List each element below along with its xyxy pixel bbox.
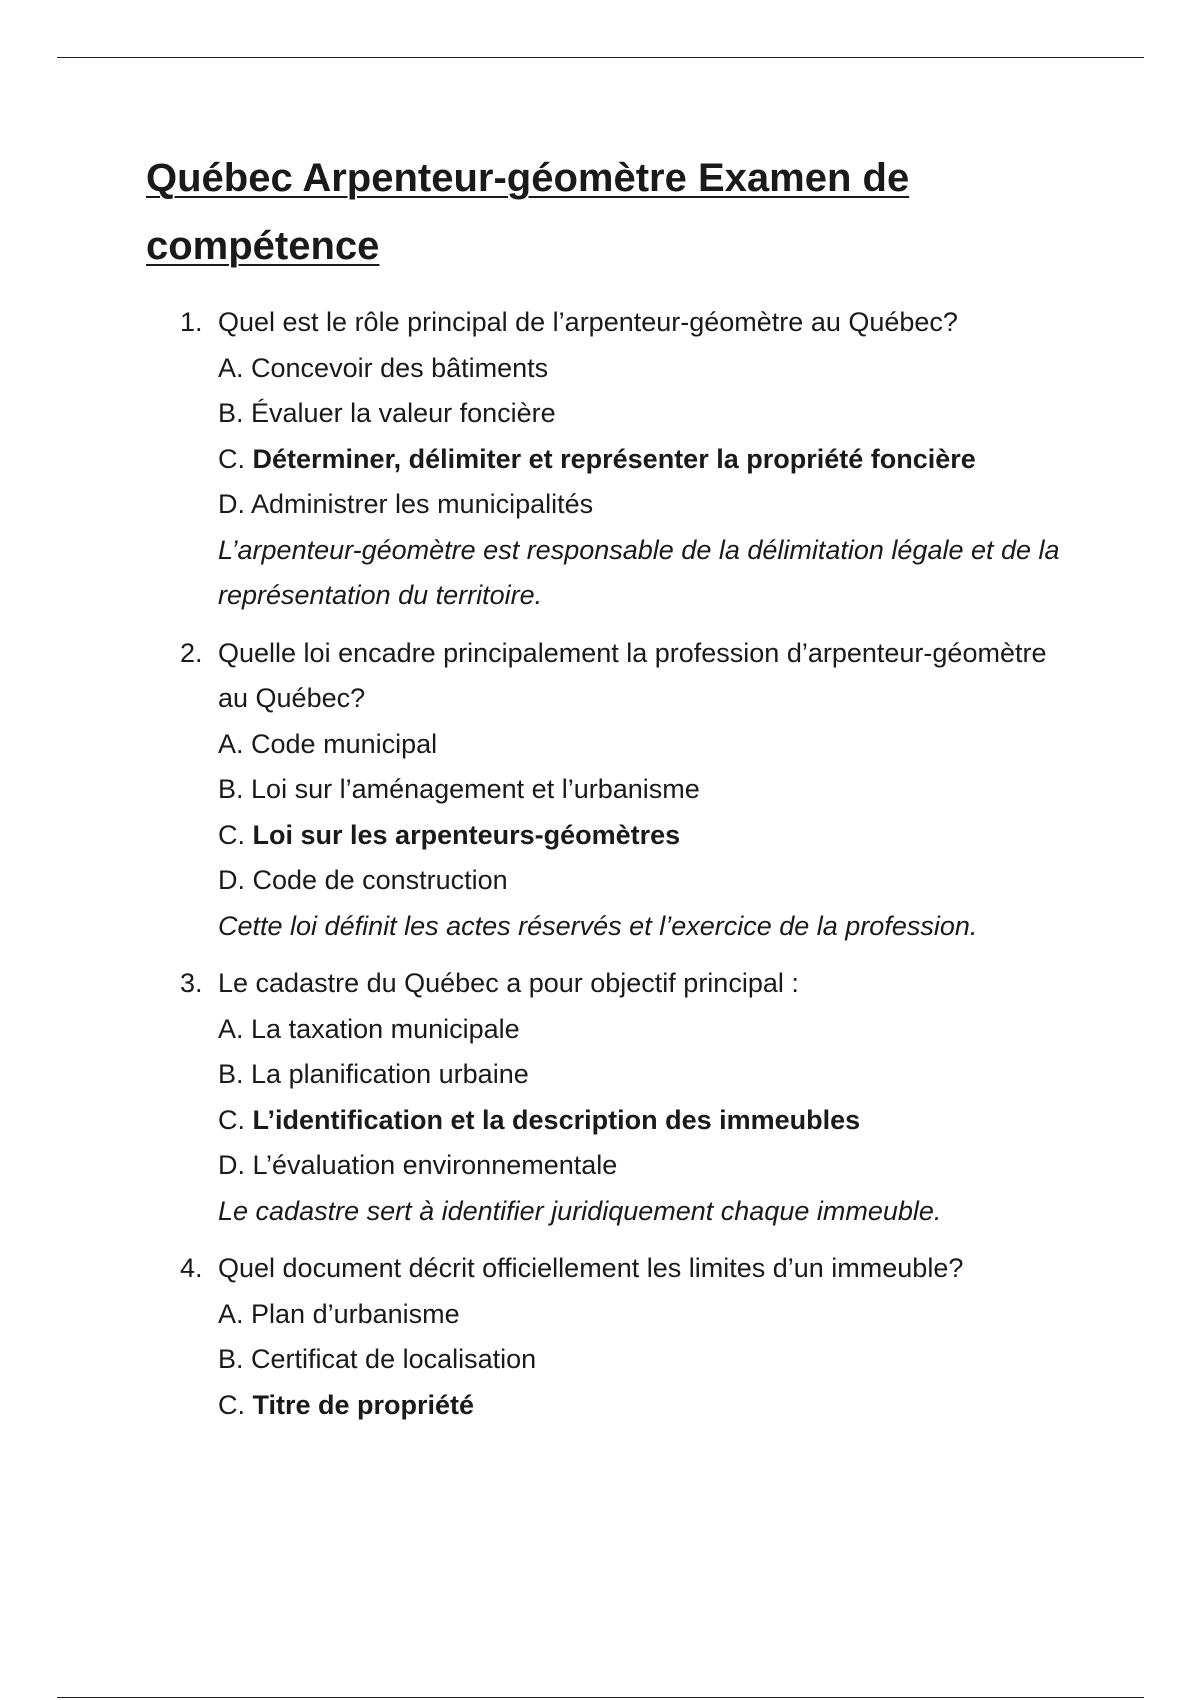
option-letter: A. [218, 352, 244, 383]
option-letter: C. [218, 443, 245, 474]
option-text: Certificat de localisation [251, 1344, 537, 1374]
option-text: Titre de propriété [252, 1389, 475, 1420]
option-letter: B. [218, 1059, 244, 1089]
option-letter: D. [218, 1150, 245, 1180]
question-number: 2. [180, 637, 203, 668]
option-letter: B. [218, 398, 244, 428]
option-text: L’identification et la description des immeubles [252, 1104, 861, 1135]
option-letter: A. [218, 1013, 244, 1044]
option-letter: A. [218, 728, 244, 759]
option-text: Code municipal [251, 728, 438, 759]
option-letter: C. [218, 819, 245, 850]
option-letter: D. [218, 489, 245, 519]
question-number: 3. [180, 968, 203, 998]
option-letter: A. [218, 1298, 244, 1329]
answer-explanation: Le cadastre sert à identifier juridiquement chaque immeuble. [218, 1195, 942, 1226]
question-text: Le cadastre du Québec a pour objectif principal : [218, 968, 799, 998]
question-2 [180, 631, 1080, 950]
option-letter: C. [218, 1104, 245, 1135]
option-text: Loi sur les arpenteurs-géomètres [252, 819, 681, 850]
option-b [218, 767, 1080, 813]
document-title: Québec Arpenteur-géomètre Examen de compétence [146, 156, 910, 268]
question-list [180, 300, 1080, 1440]
option-letter: C. [218, 1389, 245, 1420]
option-letter: B. [218, 1344, 244, 1374]
option-text: La taxation municipale [251, 1013, 520, 1044]
question-number: 4. [180, 1253, 203, 1283]
question-1 [180, 300, 1080, 619]
option-c-correct-answer [218, 1098, 1080, 1144]
option-c-correct-answer [218, 813, 1080, 859]
option-d [218, 858, 1080, 904]
option-d [218, 482, 1080, 528]
question-text: Quel est le rôle principal de l’arpenteur-géomètre au Québec? [218, 307, 958, 337]
option-text: Loi sur l’aménagement et l’urbanisme [251, 774, 700, 804]
option-text: Déterminer, délimiter et représenter la propriété foncière [252, 443, 976, 474]
bottom-rule [57, 1697, 1144, 1698]
option-text: Administrer les municipalités [251, 489, 594, 519]
option-text: Concevoir des bâtiments [251, 352, 549, 383]
option-a [218, 1007, 1080, 1053]
option-text: Plan d’urbanisme [251, 1298, 460, 1329]
option-letter: B. [218, 774, 244, 804]
option-b [218, 391, 1080, 437]
question-text: Quelle loi encadre principalement la profession d’arpenteur-géomètre au Québec? [218, 637, 1047, 713]
top-rule [57, 57, 1144, 58]
option-c-correct-answer [218, 1383, 1080, 1429]
option-a [218, 722, 1080, 768]
option-text: L’évaluation environnementale [252, 1150, 618, 1180]
option-b [218, 1052, 1080, 1098]
option-text: La planification urbaine [251, 1059, 529, 1089]
option-a [218, 346, 1080, 392]
question-text: Quel document décrit officiellement les limites d’un immeuble? [218, 1253, 964, 1283]
option-text: Code de construction [252, 865, 508, 895]
option-b [218, 1337, 1080, 1383]
question-number: 1. [180, 307, 203, 337]
option-c-correct-answer [218, 437, 1080, 483]
question-3 [180, 961, 1080, 1234]
answer-explanation: Cette loi définit les actes réservés et l’exercice de la profession. [218, 910, 978, 941]
option-letter: D. [218, 865, 245, 895]
answer-explanation: L’arpenteur-géomètre est responsable de la délimitation légale et de la représentation du territoire. [218, 534, 1060, 610]
option-a [218, 1292, 1080, 1338]
question-4 [180, 1246, 1080, 1428]
option-d [218, 1143, 1080, 1189]
option-text: Évaluer la valeur foncière [251, 398, 556, 428]
